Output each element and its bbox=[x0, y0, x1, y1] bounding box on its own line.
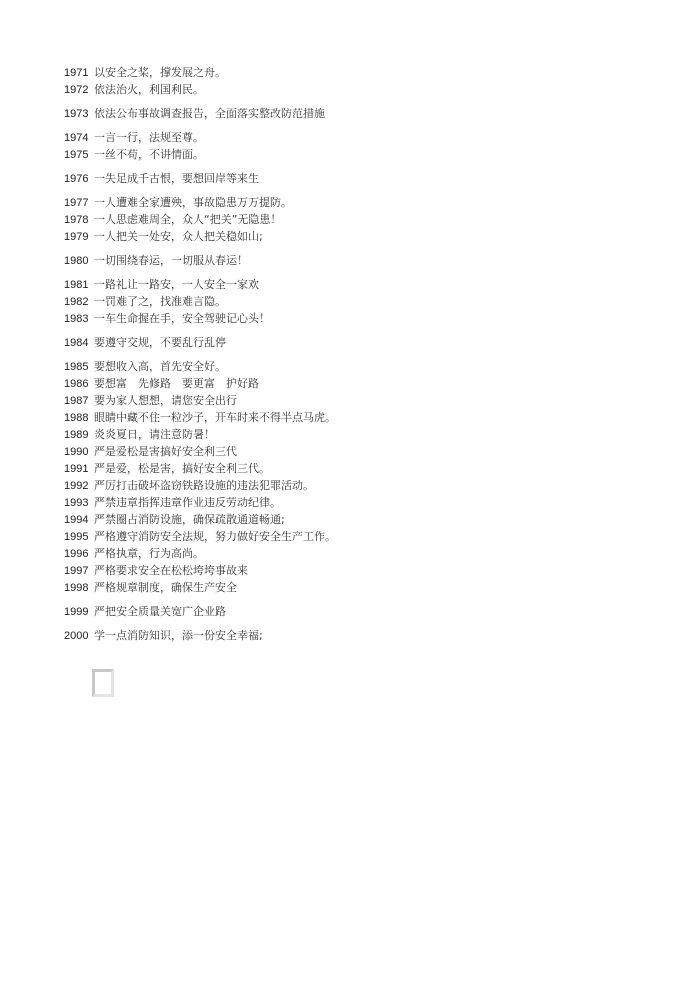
list-item bbox=[64, 64, 664, 81]
item-number: 1985 bbox=[64, 361, 89, 373]
item-text: 严厉打击破坏盗窃铁路设施的违法犯罪活动。 bbox=[94, 479, 314, 492]
item-text: 一人把关一处安，众人把关稳如山; bbox=[94, 230, 263, 243]
list-item bbox=[64, 211, 664, 228]
list-item bbox=[64, 460, 664, 477]
item-number: 1974 bbox=[64, 132, 89, 144]
item-text: 严把安全质量关宽广企业路 bbox=[94, 605, 226, 618]
item-text: 一罚难了之，找准难言隐。 bbox=[94, 295, 226, 308]
list-item bbox=[64, 293, 664, 310]
list-item bbox=[64, 627, 664, 644]
list-item bbox=[64, 105, 664, 122]
checkbox-frame[interactable] bbox=[92, 669, 114, 697]
list-item bbox=[64, 358, 664, 375]
item-text: 一言一行，法规至尊。 bbox=[94, 131, 204, 144]
item-text: 一丝不苟，不讲情面。 bbox=[94, 148, 204, 161]
item-number: 1971 bbox=[64, 67, 89, 79]
item-text: 一车生命握在手，安全驾驶记心头！ bbox=[94, 312, 270, 325]
list-item bbox=[64, 228, 664, 245]
item-text: 以安全之桨，撑发展之舟。 bbox=[94, 66, 226, 79]
item-number: 1987 bbox=[64, 395, 89, 407]
item-text: 要想收入高，首先安全好。 bbox=[94, 360, 226, 373]
item-number: 1986 bbox=[64, 378, 89, 390]
item-number: 1995 bbox=[64, 531, 89, 543]
item-text: 严格规章制度，确保生产安全 bbox=[94, 581, 237, 594]
item-number: 1993 bbox=[64, 497, 89, 509]
item-number: 1988 bbox=[64, 412, 89, 424]
list-item bbox=[64, 170, 664, 187]
item-number: 1990 bbox=[64, 446, 89, 458]
item-text: 严格要求安全在松松垮垮事故来 bbox=[94, 564, 248, 577]
item-text: 一路礼让一路安，一人安全一家欢 bbox=[94, 278, 259, 291]
list-item bbox=[64, 579, 664, 596]
list-item bbox=[64, 129, 664, 146]
item-text: 严禁圈占消防设施，确保疏散通道畅通; bbox=[94, 513, 285, 526]
item-number: 1979 bbox=[64, 231, 89, 243]
item-number: 1989 bbox=[64, 429, 89, 441]
list-item bbox=[64, 409, 664, 426]
list-item bbox=[64, 81, 664, 98]
item-text: 要为家人想想，请您安全出行 bbox=[94, 394, 237, 407]
list-item bbox=[64, 276, 664, 293]
item-number: 1972 bbox=[64, 84, 89, 96]
item-text: 一切围绕春运，一切服从春运！ bbox=[94, 254, 248, 267]
item-number: 1983 bbox=[64, 313, 89, 325]
item-number: 1999 bbox=[64, 606, 89, 618]
item-text: 严格执章，行为高尚。 bbox=[94, 547, 204, 560]
item-number: 1991 bbox=[64, 463, 89, 475]
item-text: 依法治火，利国利民。 bbox=[94, 83, 204, 96]
list-item bbox=[64, 146, 664, 163]
item-number: 1981 bbox=[64, 279, 89, 291]
item-number: 1984 bbox=[64, 337, 89, 349]
item-number: 1978 bbox=[64, 214, 89, 226]
list-item bbox=[64, 426, 664, 443]
item-text: 学一点消防知识，添一份安全幸福; bbox=[94, 629, 263, 642]
item-text: 要遵守交规，不要乱行乱停 bbox=[94, 336, 226, 349]
item-text: 一人遭难全家遭殃，事故隐患万万提防。 bbox=[94, 196, 292, 209]
item-number: 1982 bbox=[64, 296, 89, 308]
list-item bbox=[64, 443, 664, 460]
item-text: 炎炎夏日，请注意防暑！ bbox=[94, 428, 215, 441]
item-number: 1998 bbox=[64, 582, 89, 594]
item-number: 1973 bbox=[64, 108, 89, 120]
list-item bbox=[64, 310, 664, 327]
item-text: 依法公布事故调查报告，全面落实整改防范措施 bbox=[94, 107, 325, 120]
item-text: 一失足成千古恨，要想回岸等来生 bbox=[94, 172, 259, 185]
list-item bbox=[64, 528, 664, 545]
item-number: 1980 bbox=[64, 255, 89, 267]
item-number: 1996 bbox=[64, 548, 89, 560]
item-text: 严禁违章指挥违章作业违反劳动纪律。 bbox=[94, 496, 281, 509]
item-number: 2000 bbox=[64, 630, 89, 642]
item-number: 1997 bbox=[64, 565, 89, 577]
item-number: 1992 bbox=[64, 480, 89, 492]
list-item bbox=[64, 511, 664, 528]
list-item bbox=[64, 477, 664, 494]
item-text: 一人思虑难周全，众人“把关”无隐患！ bbox=[94, 213, 282, 226]
item-number: 1976 bbox=[64, 173, 89, 185]
item-number: 1977 bbox=[64, 197, 89, 209]
list-item bbox=[64, 545, 664, 562]
list-item bbox=[64, 252, 664, 269]
item-text: 严格遵守消防安全法规，努力做好安全生产工作。 bbox=[94, 530, 336, 543]
item-text: 眼睛中藏不住一粒沙子，开车时来不得半点马虎。 bbox=[94, 411, 336, 424]
list-item bbox=[64, 194, 664, 211]
item-text: 严是爱，松是害，搞好安全利三代。 bbox=[94, 462, 270, 475]
list-item bbox=[64, 562, 664, 579]
list-item bbox=[64, 375, 664, 392]
item-number: 1975 bbox=[64, 149, 89, 161]
item-text: 严是爱松是害搞好安全利三代 bbox=[94, 445, 237, 458]
slogan-list bbox=[64, 64, 664, 644]
list-item bbox=[64, 494, 664, 511]
list-item bbox=[64, 392, 664, 409]
list-item bbox=[64, 603, 664, 620]
item-text: 要想富 先修路 要更富 护好路 bbox=[94, 377, 259, 390]
list-item bbox=[64, 334, 664, 351]
item-number: 1994 bbox=[64, 514, 89, 526]
